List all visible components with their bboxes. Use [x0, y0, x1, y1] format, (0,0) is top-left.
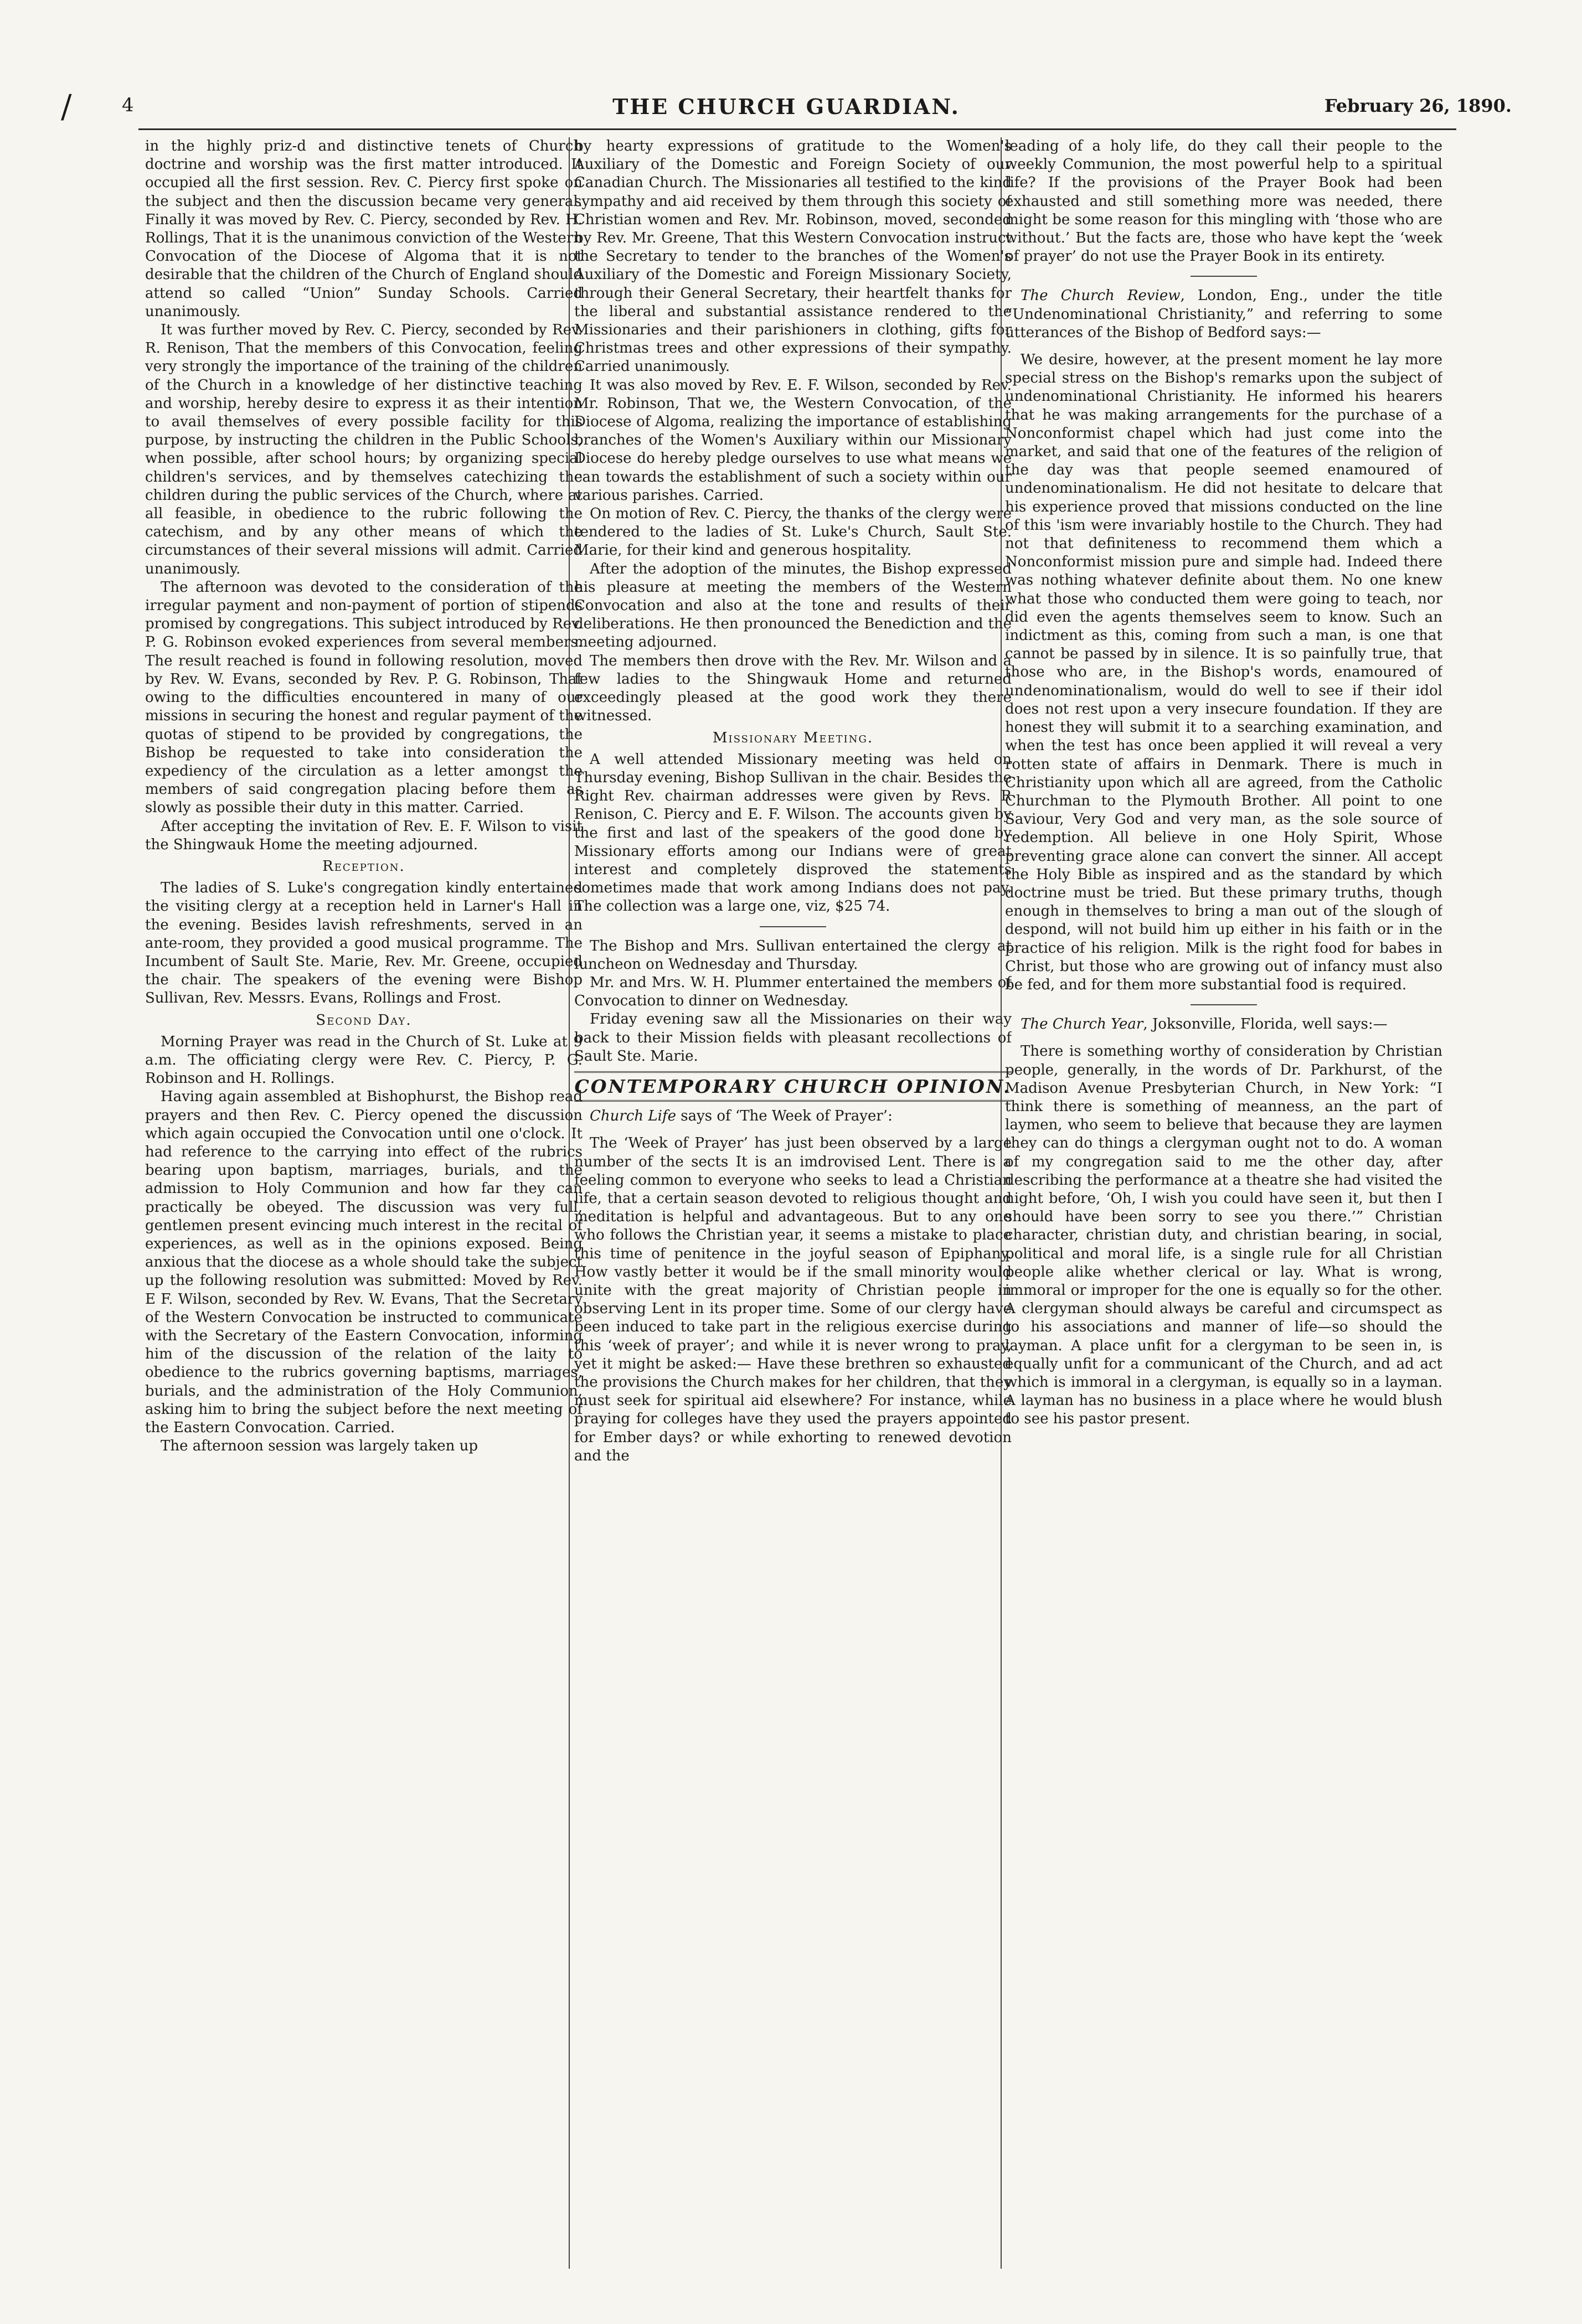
paragraph: We desire, however, at the present moment he lay more special stress on the Bishop's remarks upon the subject of undenominational Christianity. He informed his hearers that he was making arrangements for the purchase of a Nonconformist chapel which had just come into the market, and said that one of the features of the religion of the day was that people seemed enamoured of undenominationalism. He did not hesitate to delcare that his experience proved that missions conducted on the line of this 'ism were invariably hostile to the Church. They had not that definiteness to recommend them which a Nonconformist mission pure and simple had. Indeed there was nothing whatever definite about them. No one knew what those who conducted them were going to teach, nor did even the agents themselves seem to know. Such an indictment as this, coming from such a man, is one that cannot be passed by in silence. It is so painfully true, that those who are, in the Bishop's words, enamoured of undenominationalism, would do well to see if their idol does not rest upon a very insecure foundation. If they are honest they will submit it to a searching examination, and when the test has once been applied it will reveal a very rotten state of affairs in Denmark. There is much in Christianity upon which all are agreed, from the Catholic Churchman to the Plymouth Brother. All point to one Saviour, Very God and very man, as the sole source of redemption. All believe in one Holy Spirit, Whose preventing grace alone can convert the sinner. All accept the Holy Bible as inspired and as the standard by which doctrine must be tried. But these primary truths, though enough in themselves to bring a man out of the slough of despond, will not build him up either in his faith or in the practice of his religion. Milk is the right food for babes in Christ, but those who are growing out of infancy must also be fed, and for them more substantial food is required. [1005, 352, 1442, 993]
paragraph: After the adoption of the minutes, the Bishop expressed his pleasure at meeting the members of the Western Convocation and also at the tone and results of their deliberations. He then pronounced the Benediction and the meeting adjourned. [574, 560, 1012, 651]
paragraph: The ‘Week of Prayer’ has just been observed by a large number of the sects It is an imdrovised Lent. There is a feeling common to everyone who seeks to lead a Christian life, that a certain season devoted to religious thought and meditation is helpful and advantageous. But to any one who follows the Christian year, it seems a mistake to place this time of penitence in the joyful season of Epiphany. How vastly better it would be if the small minority would unite with the great majority of Christian people in observing Lent in its proper time. Some of our clergy have been induced to take part in the religious exercise during this ‘week of prayer’; and while it is never wrong to pray, yet it might be asked:— Have these brethren so exhausted the provisions the Church makes for her children, that they must seek for spiritual aid elsewhere? For instance, while praying for colleges have they used the prayers appointed for Ember days? or while exhorting to renewed devotion and the [574, 1135, 1012, 1464]
paragraph: After accepting the invitation of Rev. E. F. Wilson to visit the Shingwauk Home the meeting adjourned. [145, 818, 583, 853]
paragraph: The afternoon session was largely taken up [161, 1438, 478, 1455]
paragraph: The afternoon was devoted to the consideration of the irregular payment and non-payment of portion of stipends promised by congregations. This subject introduced by Rev. P. G. Robinson evoked experiences from several members. The result reached is found in following resolution, moved by Rev. W. Evans, seconded by Rev. P. G. Robinson, That owing to the difficulties encountered in many of our missions in securing the honest and regular payment of the quotas of stipend to be provided by congregations, the Bishop be requested to take into consideration the expediency of the circulation as a letter amongst the members of said congregation placing before them as slowly as possible their duty in this matter. Carried. [145, 579, 583, 817]
masthead-title: THE CHURCH GUARDIAN. [612, 94, 960, 119]
intro-text: , Joksonville, Florida, well says:— [1143, 1016, 1388, 1033]
paragraph: Morning Prayer was read in the Church of St. Luke at 9 a.m. The officiating clergy were Rev. C. Piercy, P. G. Robinson and H. Rollings. [145, 1033, 583, 1087]
intro-text: , London, Eng., under the title “Undenominational Christianity,” and referring to some utterances of the Bishop of Bedford says:— [1005, 287, 1442, 341]
paragraph: It was also moved by Rev. E. F. Wilson, seconded by Rev. Mr. Robinson, That we, the Western Convocation, of the Diocese of Algoma, realizing the importance of establishing branches of the Women's Auxiliary within our Missionary Diocese do hereby pledge ourselves to use what means we can towards the establishment of such a society within our various parishes. Carried. [574, 376, 1012, 504]
paragraph: A well attended Missionary meeting was held on Thursday evening, Bishop Sullivan in the chair. Besides the Right Rev. chairman addresses were given by Revs. R Renison, C. Piercy and E. F. Wilson. The accounts given by the first and last of the speakers of the good done by Missionary efforts among our Indians were of great interest and completely disproved the statements sometimes made that work among Indians does not pay. The collection was a large one, viz, $25 74. [574, 751, 1012, 915]
paragraph: The ladies of S. Luke's congregation kindly entertained the visiting clergy at a reception held in Larner's Hall in the evening. Besides lavish refreshments, served in an ante-room, they provided a good musical programme. The Incumbent of Sault Ste. Marie, Rev. Mr. Greene, occupied the chair. The speakers of the evening were Bishop Sullivan, Rev. Messrs. Evans, Rollings and Frost. [145, 880, 583, 1007]
paragraph: leading of a holy life, do they call their people to the weekly Communion, the most powerful help to a spiritual life? If the provisions of the Prayer Book had been exhausted and still something more was needed, there might be some reason for this mingling with ‘those who are without.’ But the facts are, those who have kept the ‘week of prayer’ do not use the Prayer Book in its entirety. [1005, 138, 1442, 265]
paragraph: by hearty expressions of gratitude to the Women's Auxiliary of the Domestic and Foreign Society of our Canadian Church. The Missionaries all testified to the kind sympathy and aid received by them through this society of Christian women and Rev. Mr. Robinson, moved, seconded by Rev. Mr. Greene, That this Western Convocation instruct the Secretary to tender to the branches of the Women's Auxiliary of the Domestic and Foreign Missionary Society, through their General Secretary, their heartfelt thanks for the liberal and substantial assistance rendered to the Missionaries and their parishioners in clothing, gifts for Christmas trees and other expressions of their sympathy. Carried unanimously. [574, 138, 1012, 375]
source-name: The Church Year [1021, 1016, 1143, 1033]
paragraph: On motion of Rev. C. Piercy, the thanks of the clergy were tendered to the ladies of St. Luke's Church, Sault Ste. Marie, for their kind and generous hospitality. [574, 505, 1012, 559]
subheading-reception: Reception. [322, 858, 405, 875]
intro-line [1005, 1015, 1442, 1034]
page-header [61, 87, 1512, 125]
header-rule [138, 128, 1456, 130]
column-middle [574, 137, 1012, 2274]
source-name: Church Life [590, 1108, 676, 1125]
subheading-second-day: Second Day. [316, 1011, 412, 1029]
paragraph: Friday evening saw all the Missionaries on their way back to their Mission fields with pleasant recollections of Sault Ste. Marie. [574, 1011, 1012, 1065]
margin-mark: / [61, 87, 72, 125]
issue-date: February 26, 1890. [1324, 95, 1512, 116]
section-title: CONTEMPORARY CHURCH OPINION. [574, 1071, 1012, 1102]
intro-line [1005, 287, 1442, 342]
column-right [1005, 137, 1442, 2274]
paragraph: Mr. and Mrs. W. H. Plummer entertained the members of Convocation to dinner on Wednesday. [574, 974, 1012, 1010]
intro-line [574, 1107, 1012, 1125]
column-left [145, 137, 583, 2274]
paragraph: Having again assembled at Bishophurst, the Bishop read prayers and then Rev. C. Piercy opened the discussion which again occupied the Convocation until one o'clock. It had reference to the carrying into effect of the rubrics bearing upon baptism, marriages, burials, and the admission to Holy Communion and how far they can practically be obeyed. The discussion was very full, gentlemen present evincing much interest in the recital of experiences, as well as in the opinions exposed. Being anxious that the diocese as a whole should take the subject up the following resolution was submitted: Moved by Rev. E F. Wilson, seconded by Rev. W. Evans, That the Secretary of the Western Convocation be instructed to communicate with the Secretary of the Eastern Convocation, informing him of the discussion of the relation of the laity to obedience to the rubrics governing baptisms, marriages, burials, and the administration of the Holy Communion, asking him to bring the subject before the next meeting of the Eastern Convocation. Carried. [145, 1088, 583, 1437]
paragraph: in the highly priz-d and distinctive tenets of Church doctrine and worship was the first matter introduced. It occupied all the first session. Rev. C. Piercy first spoke on the subject and then the discussion became very general. Finally it was moved by Rev. C. Piercy, seconded by Rev. H. Rollings, That it is the unanimous conviction of the Western Convocation of the Diocese of Algoma that it is not desirable that the children of the Church of England should attend so called “Union” Sunday Schools. Carried unanimously. [145, 138, 583, 320]
source-name: The Church Review [1021, 287, 1181, 304]
short-rule [1191, 276, 1257, 277]
short-rule [760, 926, 826, 927]
paragraph: The Bishop and Mrs. Sullivan entertained the clergy at luncheon on Wednesday and Thursday. [574, 937, 1012, 973]
paragraph: The members then drove with the Rev. Mr. Wilson and a few ladies to the Shingwauk Home and returned exceedingly pleased at the good work they there witnessed. [574, 652, 1012, 725]
page-number: 4 [122, 94, 134, 116]
short-rule [1191, 1004, 1257, 1005]
paragraph: There is something worthy of consideration by Christian people, generally, in the words of Dr. Parkhurst, of the Madison Avenue Presbyterian Church, in New York: “I think there is something of meanness, an the part of laymen, who seem to believe that because they are laymen they can do things a clergyman ought not to do. A woman of my congregation said to me the other day, after describing the performance at a theatre she had visited the night before, ‘Oh, I wish you could have seen it, but then I should have been sorry to see you there.’” Christian character, christian duty, and christian bearing, in social, political and moral life, is a single rule for all Christian people alike whether clerical or lay. What is wrong, immoral or improper for the one is equally so for the other. A clergyman should always be careful and circumspect as to his associations and manner of life—so should the layman. A place unfit for a clergyman to be seen in, is equally unfit for a communicant of the Church, and ad act which is immoral in a clergyman, is equally so in a layman. A layman has no business in a place where he would blush to see his pastor present. [1005, 1043, 1442, 1428]
paragraph: It was further moved by Rev. C. Piercy, seconded by Rev. R. Renison, That the members of this Convocation, feeling very strongly the importance of the training of the children of the Church in a knowledge of her distinctive teaching and worship, hereby desire to express it as their intention to avail themselves of every possible facility for this purpose, by instructing the children in the Public Schools, when possible, after school hours; by organizing special children's services, and by themselves catechizing the children during the public services of the Church, where at all feasible, in obedience to the rubric following the catechism, and by any other means of which the circumstances of their several missions will admit. Carried unanimously. [145, 322, 583, 577]
subheading-missionary-meeting: Missionary Meeting. [712, 729, 874, 746]
intro-text: says of ‘The Week of Prayer’: [676, 1108, 893, 1125]
